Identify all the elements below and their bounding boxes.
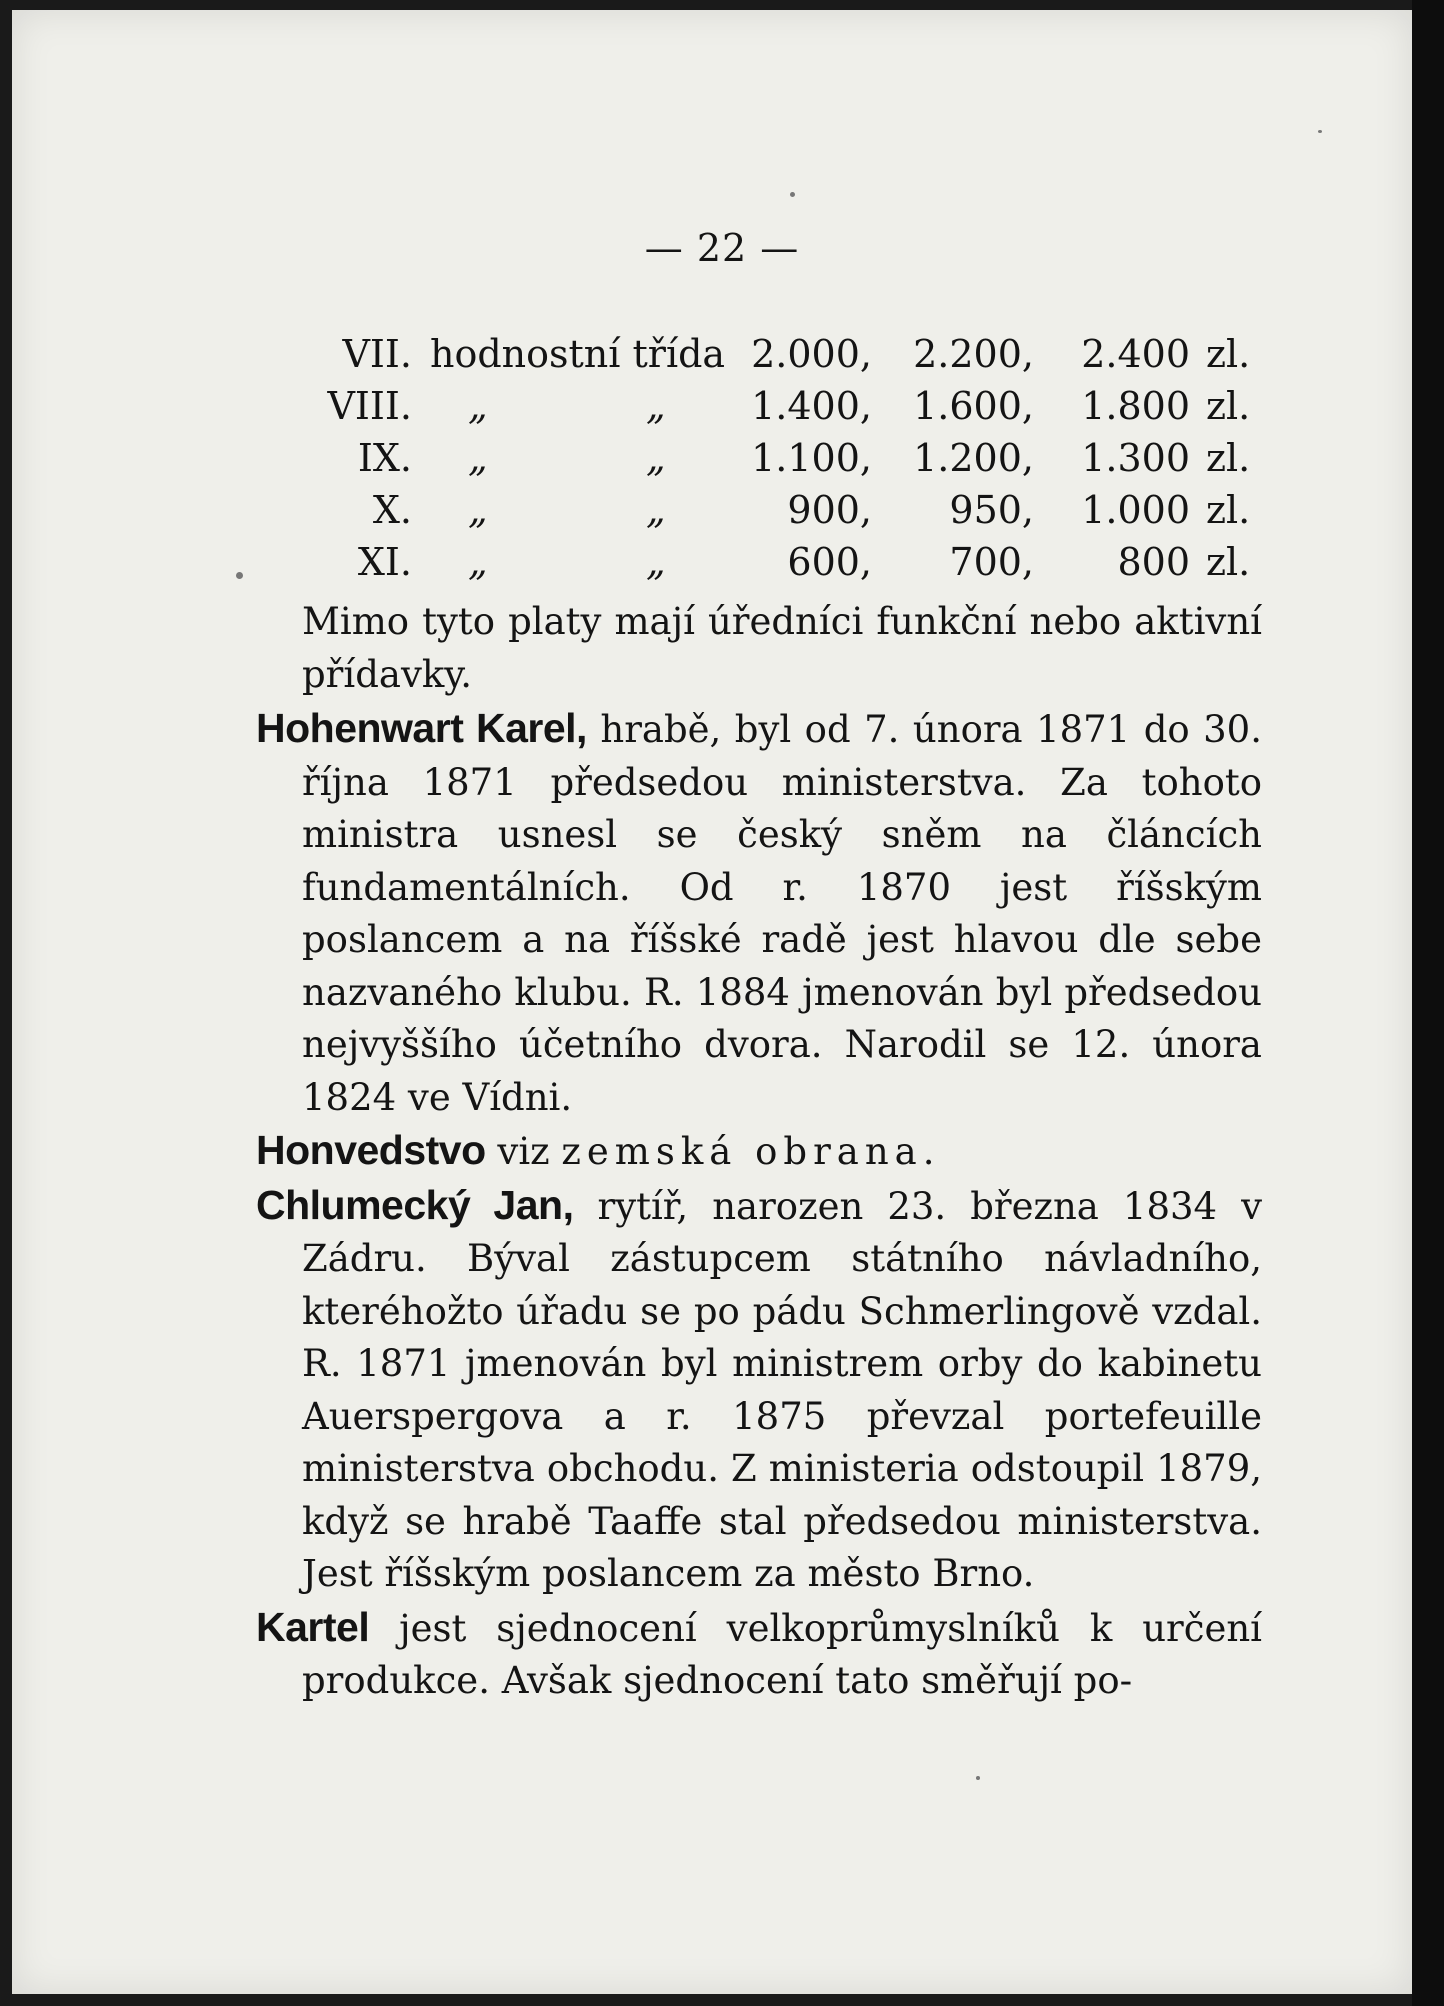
salary-row (300, 540, 1262, 592)
currency-unit: zl. (1206, 540, 1251, 584)
entry-term: Kartel (256, 1603, 370, 1650)
currency-unit: zl. (1206, 488, 1251, 532)
currency-unit: zl. (1206, 436, 1251, 480)
scan-edge (1412, 0, 1444, 2006)
cross-reference: zemská obrana. (561, 1130, 941, 1173)
ditto-mark: „ (468, 436, 488, 480)
entry-text: viz (497, 1130, 550, 1173)
rank-class: VIII. (327, 384, 412, 428)
salary-note-block (256, 596, 1262, 701)
scan-speck (790, 192, 795, 197)
salary-row (300, 436, 1262, 488)
salary-value: 1.400, (751, 384, 872, 428)
salary-value: 1.200, (913, 436, 1034, 480)
ditto-mark: „ (468, 384, 488, 428)
scan-speck (236, 572, 243, 579)
salary-row (300, 384, 1262, 436)
salary-value: 600, (787, 540, 872, 584)
salary-value: 2.200, (913, 332, 1034, 376)
salary-row (300, 332, 1262, 384)
ditto-mark: „ (468, 540, 488, 584)
currency-unit: zl. (1206, 384, 1251, 428)
entry-term: Honvedstvo (256, 1127, 486, 1173)
scan-speck (976, 1776, 980, 1780)
ditto-mark: „ (646, 540, 666, 584)
salary-value: 800 (1117, 540, 1190, 584)
salary-note: Mimo tyto platy mají úředníci funkční nebo aktivní přídavky. (302, 600, 1262, 696)
rank-class: VII. (342, 332, 412, 376)
ditto-mark: „ (468, 488, 488, 532)
entry-text: hrabě, byl od 7. února 1871 do 30. října 1871 předsedou ministerstva. Za tohoto ministra usnesl se český sněm na článcích fundamentálních. Od r. 1870 jest říšským poslancem a na říšské radě jest hlavou dle sebe nazvaného klubu. R. 1884 jmenován byl předsedou nejvyššího účetního dvora. Narodil se 12. února 1824 ve Vídni. (302, 708, 1262, 1119)
salary-value: 2.400 (1081, 332, 1190, 376)
currency-unit: zl. (1206, 332, 1251, 376)
salary-value: 900, (787, 488, 872, 532)
salary-value: 700, (949, 540, 1034, 584)
salary-value: 2.000, (751, 332, 872, 376)
entry-hohenwart (256, 702, 1262, 1124)
salary-value: 1.600, (913, 384, 1034, 428)
salary-value: 950, (949, 488, 1034, 532)
salary-value: 1.800 (1081, 384, 1190, 428)
rank-name: hodnostní třída (430, 332, 726, 376)
entry-kartel (256, 1601, 1262, 1708)
rank-class: X. (372, 488, 412, 532)
ditto-mark: „ (646, 436, 666, 480)
rank-class: IX. (357, 436, 412, 480)
page-number: — 22 — (644, 226, 800, 270)
entry-term: Hohenwart Karel, (256, 705, 587, 751)
rank-class: XI. (357, 540, 412, 584)
ditto-mark: „ (646, 488, 666, 532)
entry-honvedstvo (256, 1124, 1262, 1179)
salary-table (300, 332, 1262, 592)
scan-speck (1318, 130, 1322, 133)
salary-value: 1.100, (751, 436, 872, 480)
entries (256, 702, 1262, 1708)
entry-text: rytíř, narozen 23. března 1834 v Zádru. Býval zástupcem státního návladního, kteréhožto úřadu se po pádu Schmerlingově vzdal. R. 1871 jmenován byl ministrem orby do kabinetu Auerspergova a r. 1875 převzal portefeuille ministerstva obchodu. Z ministeria odstoupil 1879, když se hrabě Taaffe stal předsedou ministerstva. Jest říšským poslancem za město Brno. (302, 1184, 1262, 1595)
entry-term: Chlumecký Jan, (256, 1181, 574, 1228)
salary-value: 1.300 (1081, 436, 1190, 480)
ditto-mark: „ (646, 384, 666, 428)
salary-row (300, 488, 1262, 540)
entry-chlumecky (256, 1179, 1262, 1601)
salary-value: 1.000 (1081, 488, 1190, 532)
entry-text: jest sjednocení velkoprůmyslníků k určení produkce. Avšak sjednocení tato směřují po- (302, 1606, 1263, 1702)
